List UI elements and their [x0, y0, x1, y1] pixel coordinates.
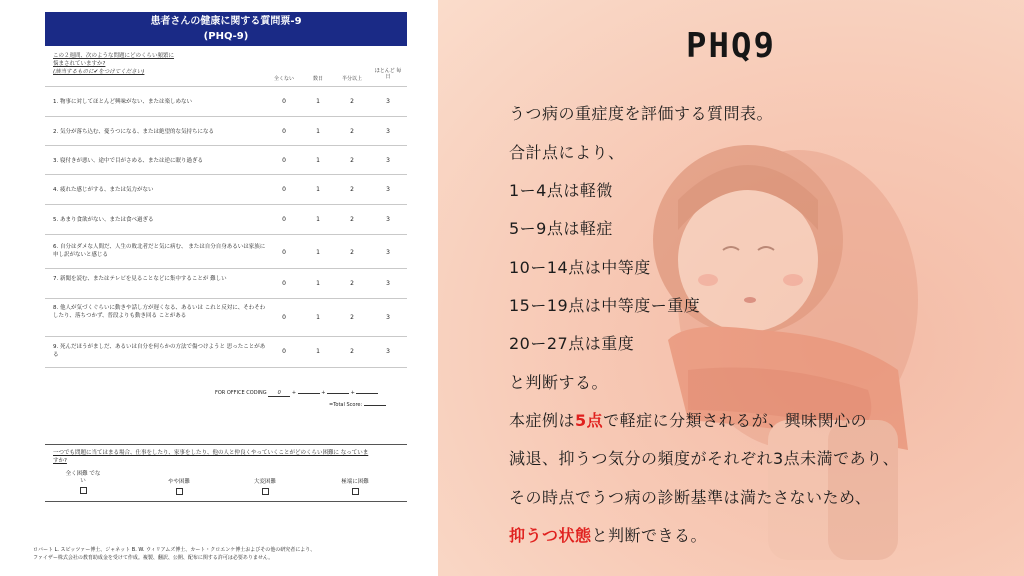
score-option: 2 — [350, 314, 354, 321]
score-range-moderately-severe: 15ー19点は中等度ー重度 — [509, 296, 701, 315]
phq9-form-image — [0, 0, 438, 576]
score-option: 3 — [386, 348, 390, 355]
score-option: 2 — [350, 249, 354, 256]
question-text: 2. 気分が落ち込む、憂うつになる、または絶望的な気持ちになる — [53, 129, 214, 135]
explanation-line: その時点でうつ病の診断基準は満たさないため、 — [509, 488, 872, 507]
question-text: 3. 寝付きが悪い、途中で目がさめる、または逆に眠り過ぎる — [53, 158, 203, 164]
difficulty-question: 一つでも問題に当てはまる場合、仕事をしたり、家事をしたり、他の人と仲良くやっていくことがどのくらい困難に なっていますか? — [53, 450, 369, 464]
score-option: 1 — [316, 314, 320, 321]
score-option: 3 — [386, 216, 390, 223]
score-option: 1 — [316, 157, 320, 164]
question-row — [45, 298, 407, 337]
score-option: 2 — [350, 280, 354, 287]
difficulty-option-label: 極端に困難 — [341, 479, 369, 485]
question-text: 5. あまり食欲がない、または食べ過ぎる — [53, 217, 154, 223]
score-option: 1 — [316, 348, 320, 355]
difficulty-option-label: 全く困難 でない — [65, 471, 101, 484]
score-option: 3 — [386, 128, 390, 135]
difficulty-option — [63, 471, 103, 494]
instruction-line: 悩まされていますか? — [53, 61, 106, 67]
score-option: 0 — [282, 249, 286, 256]
score-option: 0 — [282, 128, 286, 135]
score-range-light: 5ー9点は軽症 — [509, 219, 613, 238]
office-coding-blank — [298, 393, 320, 394]
difficulty-option-label: やや困難 — [167, 479, 190, 485]
score-option: 1 — [316, 98, 320, 105]
question-row — [45, 268, 407, 299]
copyright-note — [33, 546, 413, 562]
office-coding-blank — [356, 393, 378, 394]
office-coding-line: FOR OFFICE CODING 0 + + + — [215, 390, 378, 397]
score-option: 0 — [282, 348, 286, 355]
score-option: 2 — [350, 128, 354, 135]
score-option: 1 — [316, 186, 320, 193]
instruction-line: この２週間、次のような問題にどのくらい頻繁に — [53, 53, 175, 59]
form-subtitle: (PHQ-9) — [203, 31, 249, 42]
column-header-several-days: 数日 — [312, 76, 323, 82]
column-header-not-at-all: 全くない — [273, 76, 294, 82]
question-row — [45, 204, 407, 235]
case-text: で軽症に分類されるが、興味関心の — [603, 411, 868, 430]
question-text: 1. 物事に対してほとんど興味がない、または楽しめない — [53, 99, 192, 105]
score-option: 2 — [350, 348, 354, 355]
explanation-line: うつ病の重症度を評価する質問表。 — [509, 104, 774, 123]
question-text: 6. 自分はダメな人間だ、人生の敗北者だと気に病む、 または自分自身あるいは家族に申し訳がないと感じる — [53, 244, 266, 258]
question-row — [45, 234, 407, 269]
form-title: 患者さんの健康に関する質問票-9 — [150, 16, 302, 27]
checkbox-icon — [352, 488, 359, 495]
column-header-more-than-half: 半分以上 — [341, 76, 362, 82]
checkbox-icon — [80, 487, 87, 494]
score-option: 3 — [386, 249, 390, 256]
score-option: 0 — [282, 314, 286, 321]
total-score-blank — [364, 405, 386, 406]
score-option: 2 — [350, 157, 354, 164]
column-header-nearly-every-day: ほとんど 毎日 — [374, 68, 402, 80]
diagnosis-highlight: 抑うつ状態 — [509, 526, 592, 545]
score-option: 2 — [350, 186, 354, 193]
instruction-line: (該当するものに✔をつけてください) — [53, 69, 145, 75]
question-row — [45, 116, 407, 146]
total-score-line — [329, 402, 386, 408]
form-instructions — [53, 52, 174, 76]
score-option: 0 — [282, 157, 286, 164]
difficulty-option-label: 大変困難 — [253, 479, 276, 485]
conclusion-line — [509, 523, 707, 546]
conclusion-text: と判断できる。 — [591, 526, 708, 545]
question-row — [45, 86, 407, 117]
question-row — [45, 336, 407, 368]
copyright-line: ロバート L. スピッツァー博士、ジャネット B. W. ウィリアムズ博士、カート・クロエンケ博士およびその他の研究者により、 — [33, 547, 316, 553]
score-option: 2 — [350, 216, 354, 223]
score-option: 0 — [282, 186, 286, 193]
difficulty-option — [235, 479, 295, 495]
score-option: 0 — [282, 98, 286, 105]
score-range-moderate: 10ー14点は中等度 — [509, 258, 651, 277]
difficulty-option — [325, 479, 385, 495]
score-option: 0 — [282, 216, 286, 223]
explanation-line: 合計点により、 — [509, 143, 625, 162]
score-range-severe: 20ー27点は重度 — [509, 334, 635, 353]
office-coding-label: FOR OFFICE CODING — [215, 390, 267, 396]
checkbox-icon — [176, 488, 183, 495]
explanation-line: 減退、抑うつ気分の頻度がそれぞれ3点未満であり、 — [509, 449, 900, 468]
checkbox-icon — [262, 488, 269, 495]
question-row — [45, 174, 407, 205]
copyright-line: ファイザー株式会社の教育助成金を受けて作成。複製、翻訳、公開、配布に関する許可は必要ありません。 — [33, 555, 274, 561]
office-coding-value: 0 — [268, 390, 290, 397]
case-text: 本症例は — [509, 411, 576, 430]
question-text: 4. 疲れた感じがする、または気力がない — [53, 187, 154, 193]
score-option: 3 — [386, 157, 390, 164]
score-option: 3 — [386, 280, 390, 287]
score-option: 2 — [350, 98, 354, 105]
difficulty-option — [149, 479, 209, 495]
question-text: 9. 死んだほうがましだ、あるいは自分を何らかの方法で傷つけようと 思ったことがある — [53, 344, 266, 358]
question-text: 8. 他人が気づくぐらいに動きや話し方が遅くなる、あるいは これと反対に、そわそわしたり、落ちつかず、普段よりも動き回る ことがある — [53, 305, 266, 319]
question-row — [45, 145, 407, 175]
score-option: 0 — [282, 280, 286, 287]
difficulty-section — [45, 444, 407, 502]
score-option: 3 — [386, 98, 390, 105]
score-option: 3 — [386, 314, 390, 321]
explanation-line: と判断する。 — [509, 373, 609, 392]
explanation-panel — [438, 0, 1024, 576]
form-header — [45, 12, 407, 46]
office-coding-blank — [327, 393, 349, 394]
score-option: 1 — [316, 249, 320, 256]
score-option: 1 — [316, 216, 320, 223]
case-score-highlight: 5点 — [575, 411, 604, 430]
score-option: 3 — [386, 186, 390, 193]
slide-title: PHQ9 — [686, 26, 776, 66]
score-option: 1 — [316, 128, 320, 135]
question-text: 7. 新聞を読む、またはテレビを見ることなどに集中することが 難しい — [53, 276, 227, 282]
total-score-label: =Total Score: — [329, 402, 363, 408]
score-option: 1 — [316, 280, 320, 287]
case-summary-line — [509, 408, 867, 431]
score-range-mild: 1ー4点は軽微 — [509, 181, 613, 200]
